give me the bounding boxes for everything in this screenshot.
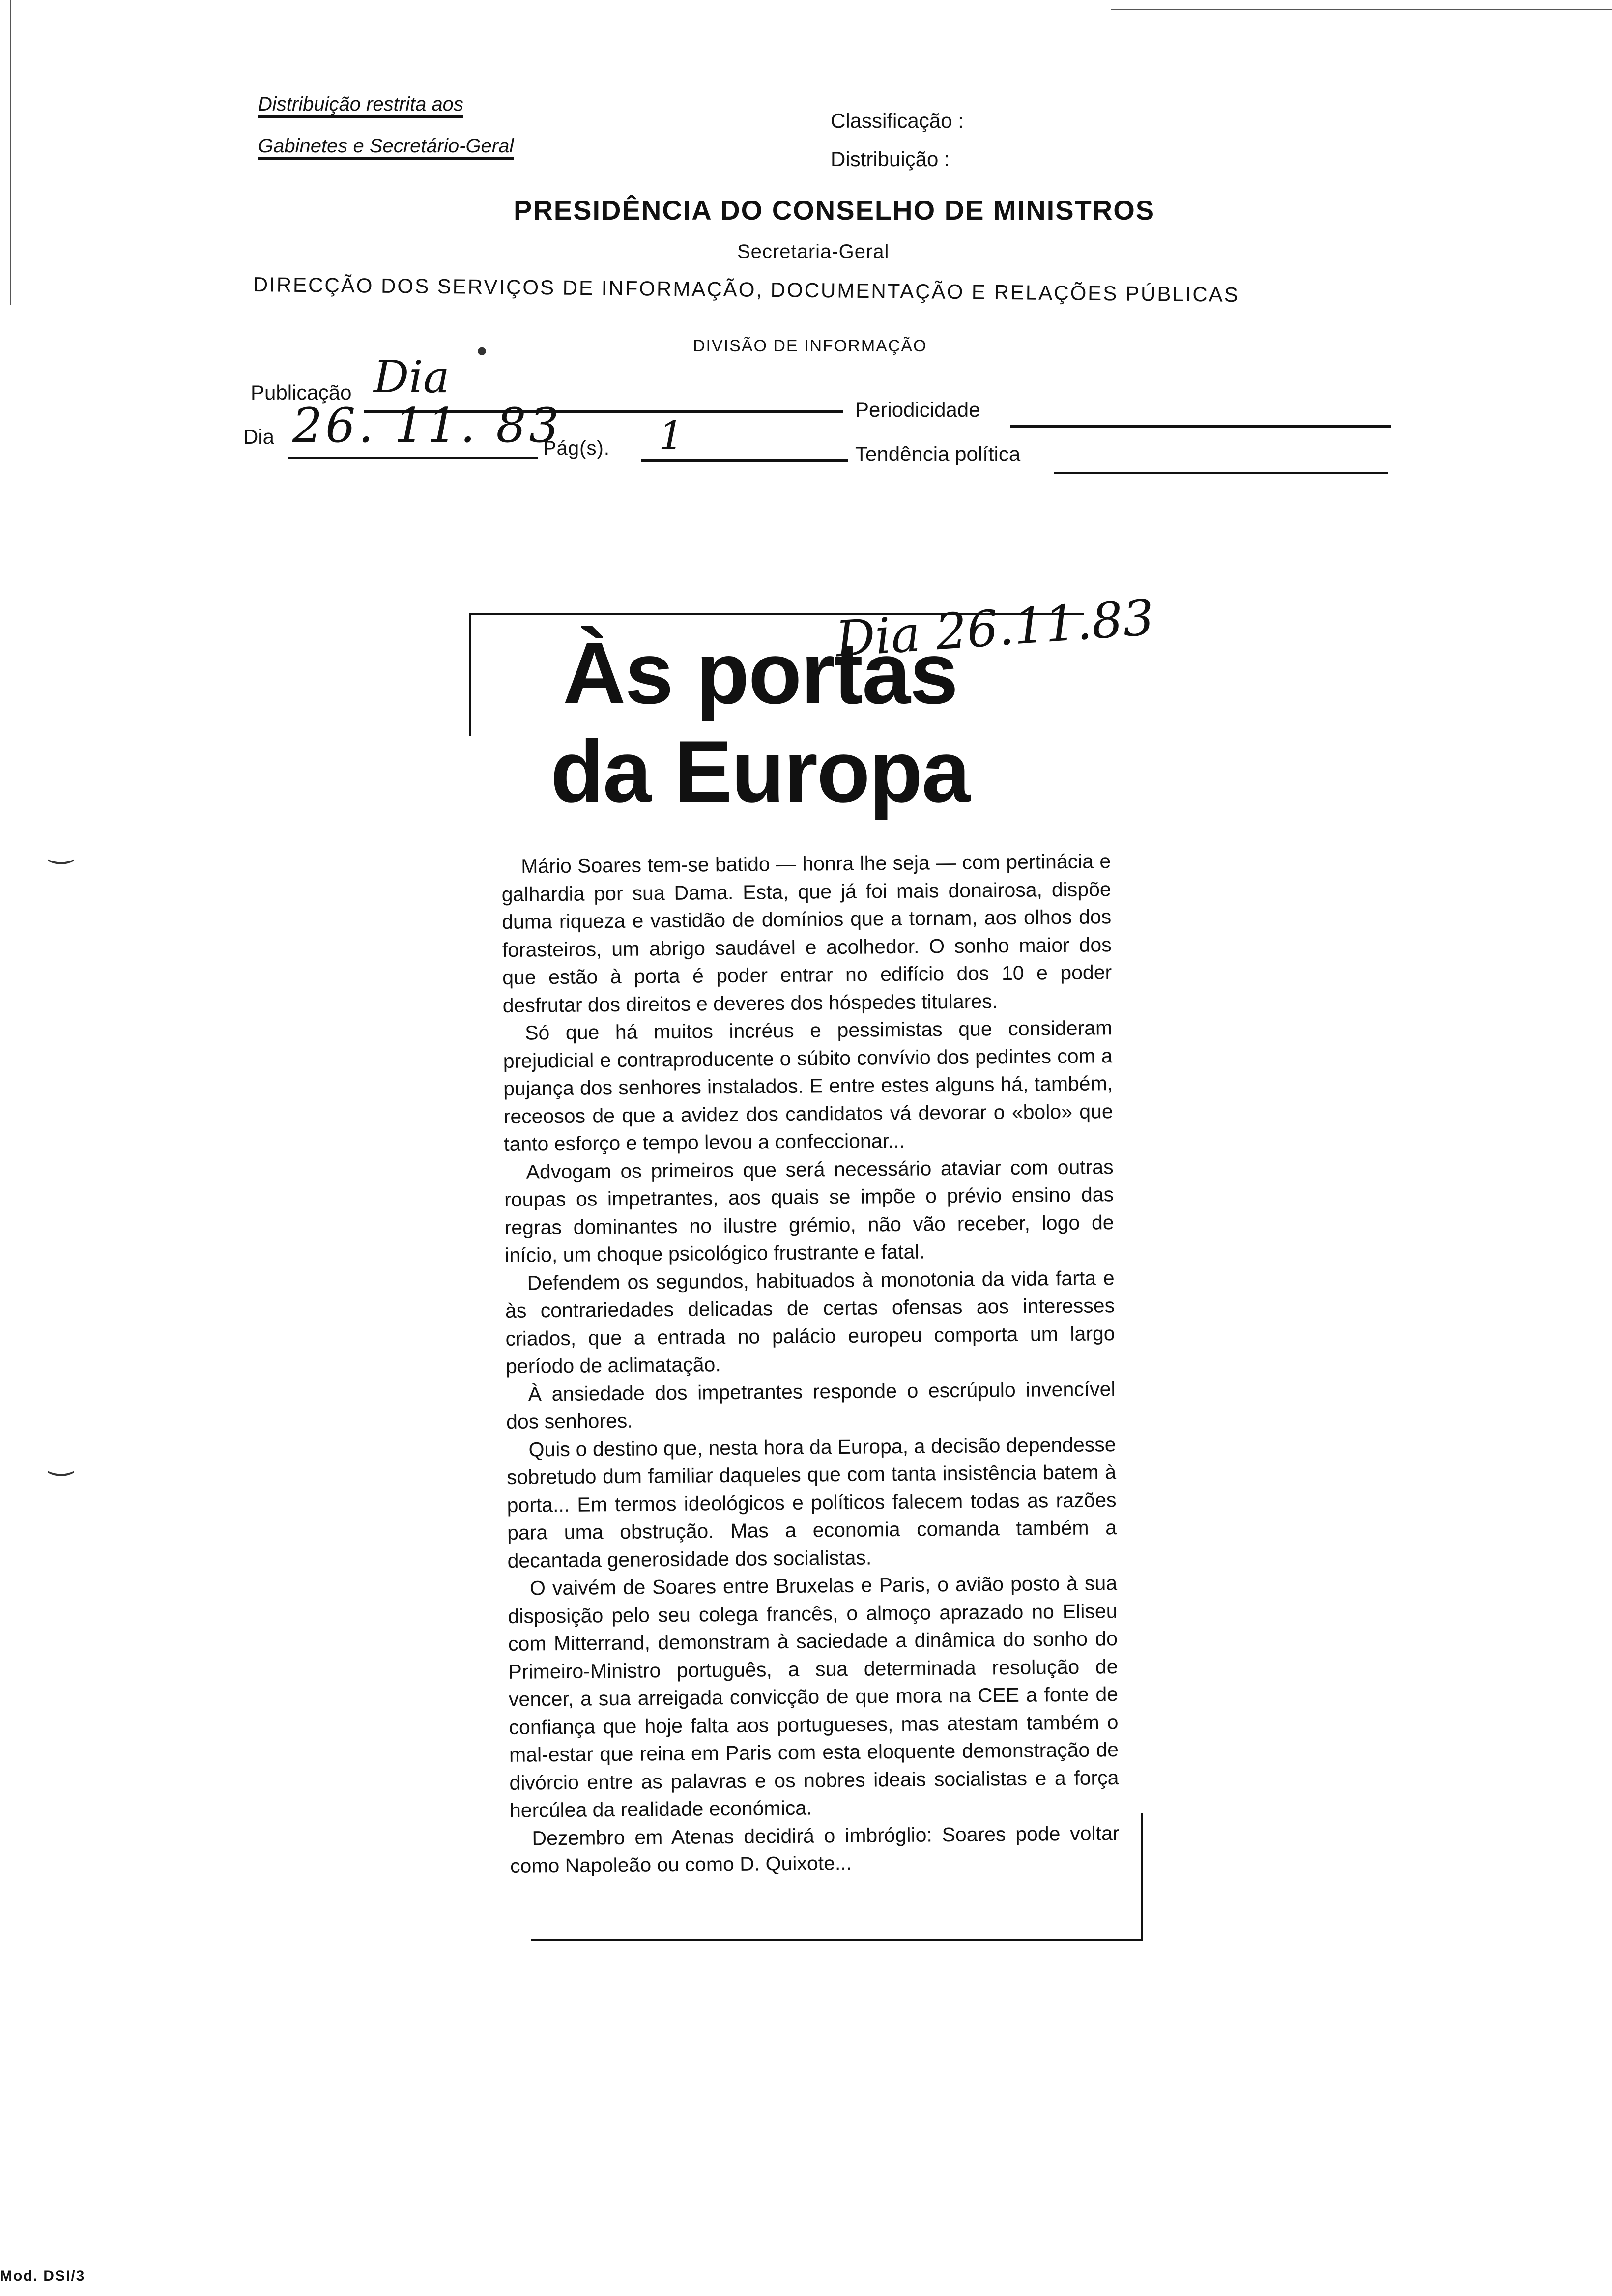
direccao-title: DIRECÇÃO DOS SERVIÇOS DE INFORMAÇÃO, DOCUMENTAÇÃO E RELAÇÕES PÚBLICAS <box>253 273 1239 307</box>
ministry-title: PRESIDÊNCIA DO CONSELHO DE MINISTROS <box>514 195 1155 226</box>
scan-edge-line-top <box>1111 9 1612 10</box>
tendencia-underline <box>1054 472 1388 474</box>
article-paragraph: Defendem os segundos, habituados à monotonia da vida farta e às contrariedades delicadas de certas ofensas aos interesses criados, que a entrada no palácio europeu comporta um largo período de aclimatação. <box>505 1266 1115 1378</box>
distribuicao-label: Distribuição : <box>831 147 950 171</box>
secretaria-subtitle: Secretaria-Geral <box>737 241 890 262</box>
article-paragraph: Só que há muitos incréus e pessimistas que consideram prejudicial e contraproducente o súbito convívio dos pedintes com a pujança dos senhores instalados. E entre estes alguns há, também, receosos de que a avidez dos candidatos vá devorar o «bolo» que tanto esforço e tempo levou a confeccionar... <box>503 1016 1113 1155</box>
clipping-border-bottom <box>531 1939 1143 1941</box>
headline-line1: Às portas <box>563 624 957 722</box>
dia-label: Dia <box>243 425 275 448</box>
periodicidade-label: Periodicidade <box>855 398 980 421</box>
restricted-distribution-line2: Gabinetes e Secretário-Geral <box>258 135 514 160</box>
publicacao-handwritten-value: Dia <box>374 351 450 403</box>
article-paragraph: O vaivém de Soares entre Bruxelas e Paris, o avião posto à sua disposição pelo seu colega francês, o almoço aprazado no Eliseu com Mitterrand, demonstram à saciedade a dinâmica do sonho do Primeiro-Ministro português, a sua determinada resolução de vencer, a sua arreigada convicção de que mora na CEE a fonte de confiança que hoje falta aos portugueses, mas atestam também o mal-estar que reina em Paris com esta eloquente demonstração de divórcio entre as palavras e os nobres ideais socialistas e a força hercúlea da realidade económica. <box>508 1572 1119 1822</box>
dia-handwritten-value: 26. 11. 83 <box>292 398 562 453</box>
clipping-border-right <box>1141 1813 1143 1941</box>
form-model-code: Mod. DSI/3 <box>0 2268 86 2284</box>
stray-dot-mark: • <box>477 335 488 368</box>
pages-label: Pág(s). <box>543 437 610 459</box>
clipping-handwritten-date: Dia 26.11.83 <box>834 588 1156 668</box>
article-paragraph: À ansiedade dos impetrantes responde o escrúpulo invencível dos senhores. <box>506 1377 1116 1433</box>
article-paragraph: Mário Soares tem-se batido — honra lhe seja — com pertinácia e galhardia por sua Dama. Esta, que já foi mais donairosa, dispõe duma riqueza e vastidão de domínios que a tornam, aos olhos dos forasteiros, um abrigo saudável e acolhedor. O sonho maior dos que estão à porta é poder entrar no edifício dos 10 e poder desfrutar dos direitos e deveres dos hóspedes titulares. <box>501 850 1112 1017</box>
article-paragraph: Quis o destino que, nesta hora da Europa, a decisão dependesse sobretudo dum familiar daqueles que com tanta insistência batem à porta... Em termos ideológicos e políticos falecem todas as razões para uma obstrução. Mas a economia comanda também a decantada generosidade dos socialistas. <box>506 1433 1117 1572</box>
article-paragraph: Advogam os primeiros que será necessário ataviar com outras roupas os impetrantes, aos quais se impõe o prévio ensino das regras dominantes no ilustre grémio, não vão receber, logo de início, um choque psicológico frustrante e fatal. <box>504 1155 1114 1266</box>
periodicidade-underline <box>1010 425 1391 428</box>
headline-line2: da Europa <box>550 722 970 820</box>
restricted-distribution-line1: Distribuição restrita aos <box>258 93 463 118</box>
divisao-title: DIVISÃO DE INFORMAÇÃO <box>693 337 927 355</box>
dia-underline <box>288 457 538 459</box>
article-body <box>501 847 1120 1880</box>
clipping-border-left <box>469 613 471 736</box>
margin-mark: ‿ <box>49 831 73 864</box>
pages-handwritten-value: 1 <box>659 413 684 459</box>
pages-underline <box>641 459 848 462</box>
publicacao-label: Publicação <box>251 381 352 404</box>
tendencia-label: Tendência política <box>855 442 1021 465</box>
scan-edge-line <box>10 0 11 305</box>
article-paragraph: Dezembro em Atenas decidirá o imbróglio: Soares pode voltar como Napoleão ou como D. Quixote... <box>510 1821 1120 1877</box>
margin-mark: ‿ <box>49 1443 73 1476</box>
classificacao-label: Classificação : <box>831 109 964 132</box>
